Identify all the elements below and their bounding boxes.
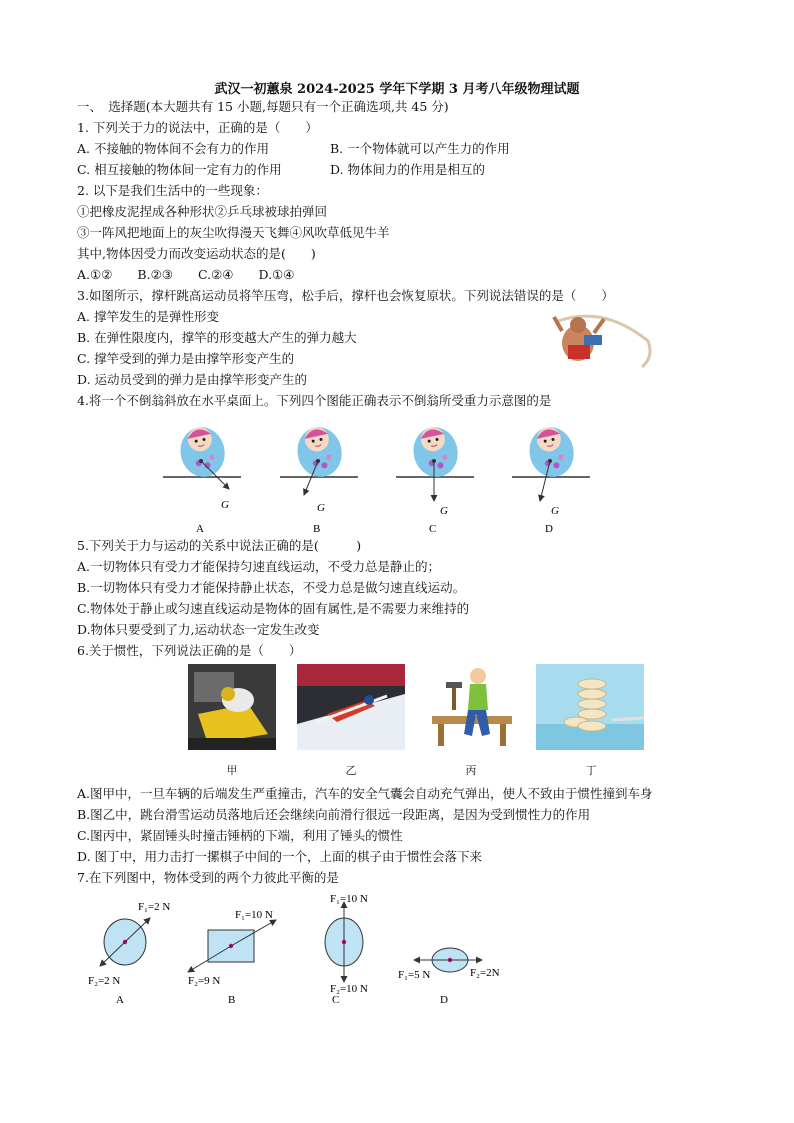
q1-option-b: B. 一个物体就可以产生力的作用 <box>330 141 510 156</box>
q6-stem: 6.关于惯性，下列说法正确的是（ ） <box>77 643 302 658</box>
tumbler-label: B <box>313 523 321 535</box>
q5-option-a: A.一切物体只有受力才能保持匀速直线运动，不受力总是静止的； <box>77 559 441 574</box>
ski-jump-photo <box>297 664 405 750</box>
q6-option-b: B.图乙中，跳台滑雪运动员落地后还会继续向前滑行很远一段距离，是因为受到惯性力的作用 <box>77 807 591 822</box>
q1-option-c: C. 相互接触的物体间一定有力的作用 <box>77 162 282 177</box>
tumbler-label: D <box>545 523 553 535</box>
q1-option-a: A. 不接触的物体间不会有力的作用 <box>77 141 269 156</box>
q7b-f2-label: F₂=9 N <box>188 975 221 987</box>
q6-label-yi: 乙 <box>345 764 357 777</box>
q7-label-c: C <box>332 994 340 1006</box>
tumbler-figure-b <box>280 414 358 540</box>
q7a-f2-label: F₂=2 N <box>88 975 121 987</box>
q7-label-d: D <box>440 994 448 1006</box>
q5-option-d: D.物体只要受到了力,运动状态一定发生改变 <box>77 622 320 637</box>
q6-option-c: C.图丙中，紧固锤头时撞击锤柄的下端，利用了锤头的惯性 <box>77 828 403 843</box>
q6-label-jia: 甲 <box>226 764 238 777</box>
q7c-f1-label: F₁=10 N <box>330 893 368 905</box>
q7a-f1-label: F₁=2 N <box>138 901 171 913</box>
q7-figure-a <box>88 901 170 987</box>
section-heading: 一、 选择题(本大题共有 15 小题,每题只有一个正确选项,共 45 分) <box>77 99 449 114</box>
gravity-label: G <box>551 505 559 517</box>
q5-stem: 5.下列关于力与运动的关系中说法正确的是( ) <box>77 538 362 553</box>
hammer-cartoon <box>428 664 516 750</box>
q7-figure-c <box>325 893 368 995</box>
q7-figure-d <box>398 948 500 981</box>
q3-stem: 3.如图所示，撑杆跳高运动员将竿压弯，松手后，撑杆也会恢复原状。下列说法错误的是（ ） <box>77 288 614 303</box>
tumbler-label: A <box>196 523 204 535</box>
q7-label-b: B <box>228 994 236 1006</box>
q1-option-d: D. 物体间力的作用是相互的 <box>330 162 486 177</box>
q3-option-b: B. 在弹性限度内，撑竿的形变越大产生的弹力越大 <box>77 330 357 345</box>
q7d-f2-label: F₂=2N <box>470 967 500 979</box>
q3-option-a: A. 撑竿发生的是弹性形变 <box>77 309 219 324</box>
chess-stack-photo <box>536 664 644 750</box>
tumbler-label: C <box>429 523 437 535</box>
gravity-label: G <box>317 502 325 514</box>
q7b-f1-label: F₁=10 N <box>235 909 273 921</box>
q2-stem: 2. 以下是我们生活中的一些现象： <box>77 183 268 198</box>
pole-vault-image <box>544 307 656 369</box>
q5-option-c: C.物体处于静止或匀速直线运动是物体的固有属性,是不需要力来维持的 <box>77 601 470 616</box>
q4-stem: 4.将一个不倒翁斜放在水平桌面上。下列四个图能正确表示不倒翁所受重力示意图的是 <box>77 393 552 408</box>
gravity-label: G <box>440 505 448 517</box>
q7-figure-b <box>188 909 276 987</box>
q2-options: A.①② B.②③ C.②④ D.①④ <box>77 267 295 282</box>
q3-option-d: D. 运动员受到的弹力是由撑竿形变产生的 <box>77 372 308 387</box>
q3-option-c: C. 撑竿受到的弹力是由撑竿形变产生的 <box>77 351 295 366</box>
q7c-f2-label: F₂=10 N <box>330 983 368 995</box>
q2-line-1: ①把橡皮泥捏成各种形状②乒乓球被球拍弹回 <box>77 204 328 219</box>
q7d-f1-label: F₁=5 N <box>398 969 431 981</box>
tumbler-figure-a <box>163 414 241 540</box>
crash-test-photo <box>188 664 276 750</box>
q6-label-bing: 丙 <box>465 764 477 777</box>
exam-title: 武汉一初蕙泉 2024-2025 学年下学期 3 月考八年级物理试题 <box>214 82 580 97</box>
q7-force-diagrams <box>80 890 540 1010</box>
q7-label-a: A <box>116 994 124 1006</box>
q6-label-ding: 丁 <box>585 764 597 777</box>
q2-line-2: ③一阵风把地面上的灰尘吹得漫天飞舞④风吹草低见牛羊 <box>77 225 390 240</box>
q1-stem: 1. 下列关于力的说法中，正确的是（ ） <box>77 120 318 135</box>
q6-option-a: A.图甲中，一旦车辆的后端发生严重撞击，汽车的安全气囊会自动充气弹出，使人不致由于惯性撞到车身 <box>77 786 653 801</box>
tumbler-figure-d <box>512 414 590 540</box>
q5-option-b: B.一切物体只有受力才能保持静止状态，不受力总是做匀速直线运动。 <box>77 580 466 595</box>
q7-stem: 7.在下列图中，物体受到的两个力彼此平衡的是 <box>77 870 339 885</box>
q6-option-d: D. 图丁中，用力击打一摞棋子中间的一个，上面的棋子由于惯性会落下来 <box>77 849 483 864</box>
gravity-label: G <box>221 499 229 511</box>
q2-line-3: 其中,物体因受力而改变运动状态的是( ) <box>77 246 316 261</box>
tumbler-figure-c <box>396 414 474 540</box>
